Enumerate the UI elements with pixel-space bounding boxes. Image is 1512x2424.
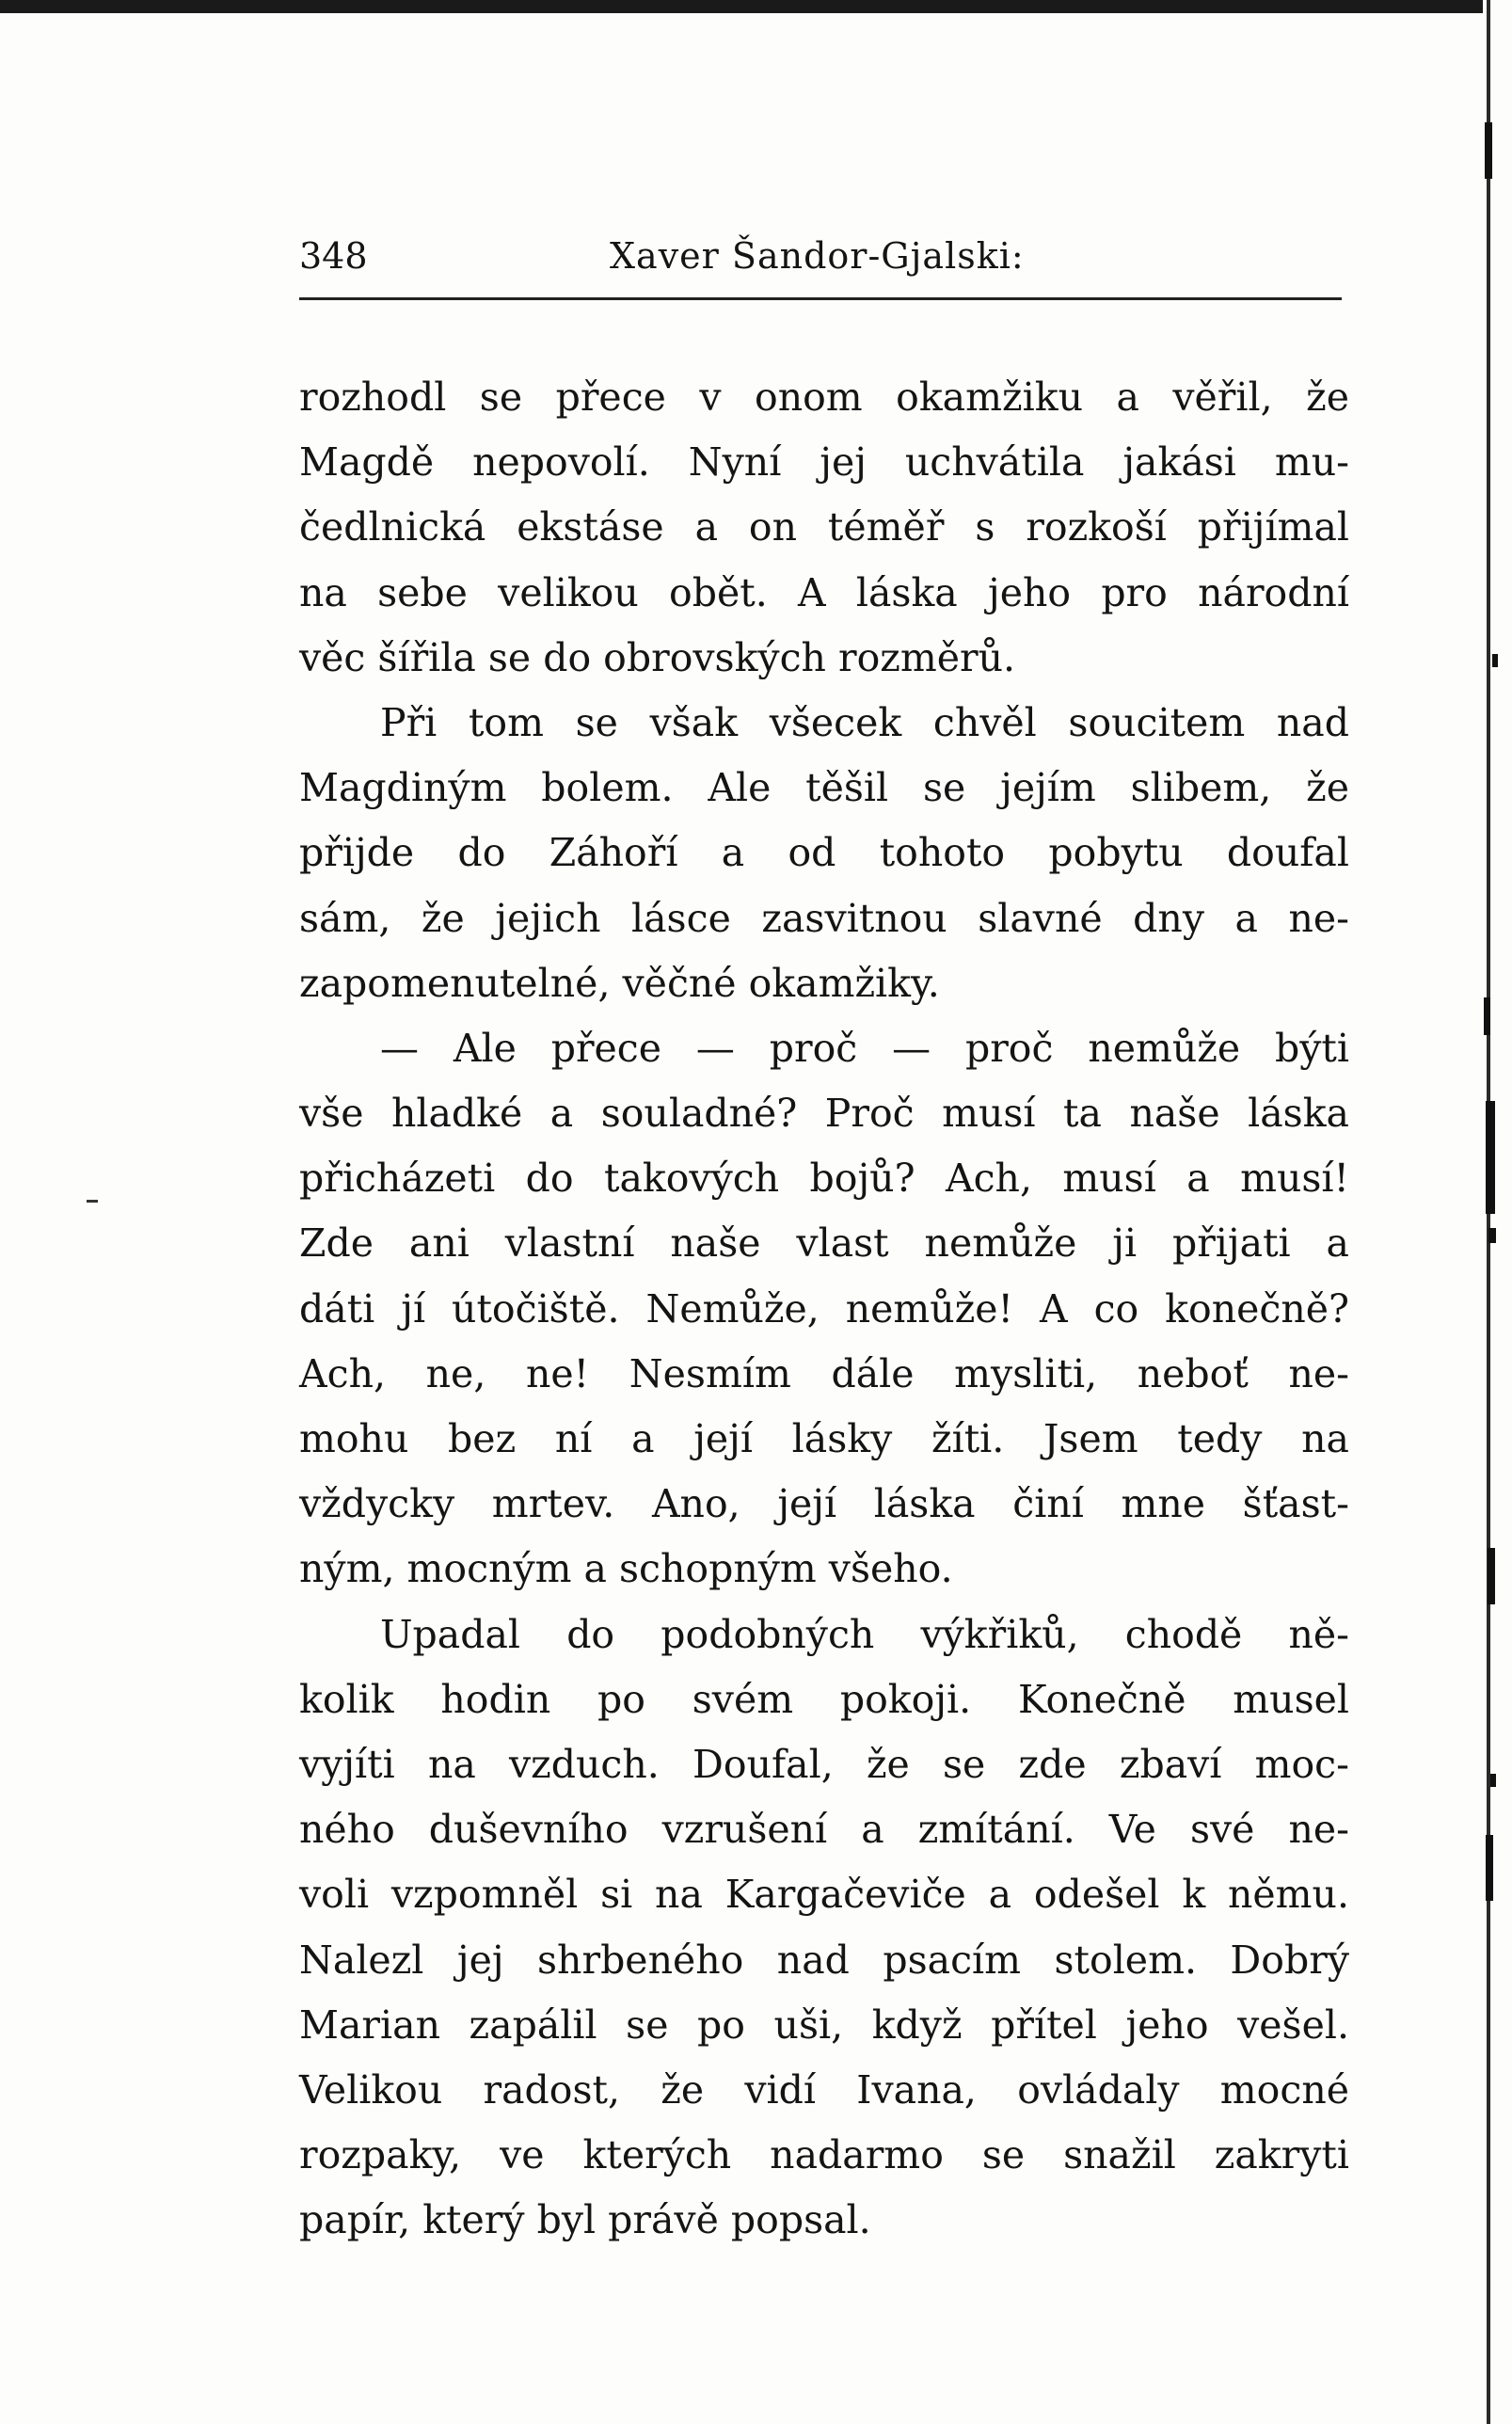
text-line: rozpaky, ve kterých nadarmo se snažil zakryti (299, 2132, 1349, 2178)
text-line: vždycky mrtev. Ano, její láska činí mne šťast- (299, 1481, 1349, 1527)
text-line: kolik hodin po svém pokoji. Konečně musel (299, 1676, 1349, 1722)
page-header (299, 235, 1342, 292)
text-line: Magdiným bolem. Ale těšil se jejím slibem, že (299, 765, 1349, 811)
text-line: Nalezl jej shrbeného nad psacím stolem. Dobrý (299, 1937, 1349, 1983)
text-line: přijde do Záhoří a od tohoto pobytu doufal (299, 830, 1349, 876)
text-line: voli vzpomněl si na Kargačeviče a odešel k němu. (299, 1872, 1349, 1918)
text-line: na sebe velikou obět. A láska jeho pro národní (299, 569, 1349, 615)
scan-top-edge (0, 0, 1512, 13)
text-line: vyjíti na vzduch. Doufal, že se zde zbaví moc- (299, 1741, 1349, 1787)
text-line: Upadal do podobných výkřiků, chodě ně- (380, 1611, 1349, 1657)
text-line: čedlnická ekstáse a on téměř s rozkoší přijímal (299, 504, 1349, 550)
text-line: zapomenutelné, věčné okamžiky. (299, 960, 940, 1006)
text-line: Zde ani vlastní naše vlast nemůže ji přijati a (299, 1220, 1349, 1267)
page-number: 348 (299, 235, 368, 277)
text-line: ného duševního vzrušení a zmítání. Ve své ne- (299, 1807, 1349, 1853)
text-line: vše hladké a souladné? Proč musí ta naše láska (299, 1091, 1349, 1137)
text-line: přicházeti do takových bojů? Ach, musí a musí! (299, 1156, 1349, 1202)
text-line: sám, že jejich lásce zasvitnou slavné dny a ne- (299, 895, 1349, 941)
text-line: papír, který byl právě popsal. (299, 2197, 871, 2243)
text-line: Velikou radost, že vidí Ivana, ovládaly mocné (299, 2066, 1349, 2113)
text-line: Při tom se však všecek chvěl soucitem nad (380, 699, 1349, 745)
text-line: Magdě nepovolí. Nyní jej uchvátila jakási mu- (299, 439, 1349, 486)
text-line: ným, mocným a schopným všeho. (299, 1546, 953, 1592)
text-line: mohu bez ní a její lásky žíti. Jsem tedy na (299, 1416, 1349, 1461)
text-line: Marian zapálil se po uši, když přítel jeho vešel. (299, 2001, 1349, 2048)
scan-speck (87, 1200, 98, 1203)
text-line: rozhodl se přece v onom okamžiku a věřil, že (299, 375, 1349, 420)
body-text (299, 365, 1349, 2253)
header-rule (299, 297, 1342, 300)
text-line: Ach, ne, ne! Nesmím dále mysliti, neboť ne- (299, 1350, 1349, 1396)
text-line: dáti jí útočiště. Nemůže, nemůže! A co konečně? (299, 1285, 1349, 1332)
text-line: — Ale přece — proč — proč nemůže býti (380, 1025, 1349, 1071)
scan-right-edge (1483, 0, 1512, 2424)
text-line: věc šířila se do obrovských rozměrů. (299, 634, 1016, 680)
running-head: Xaver Šandor-Gjalski: (610, 235, 1025, 277)
